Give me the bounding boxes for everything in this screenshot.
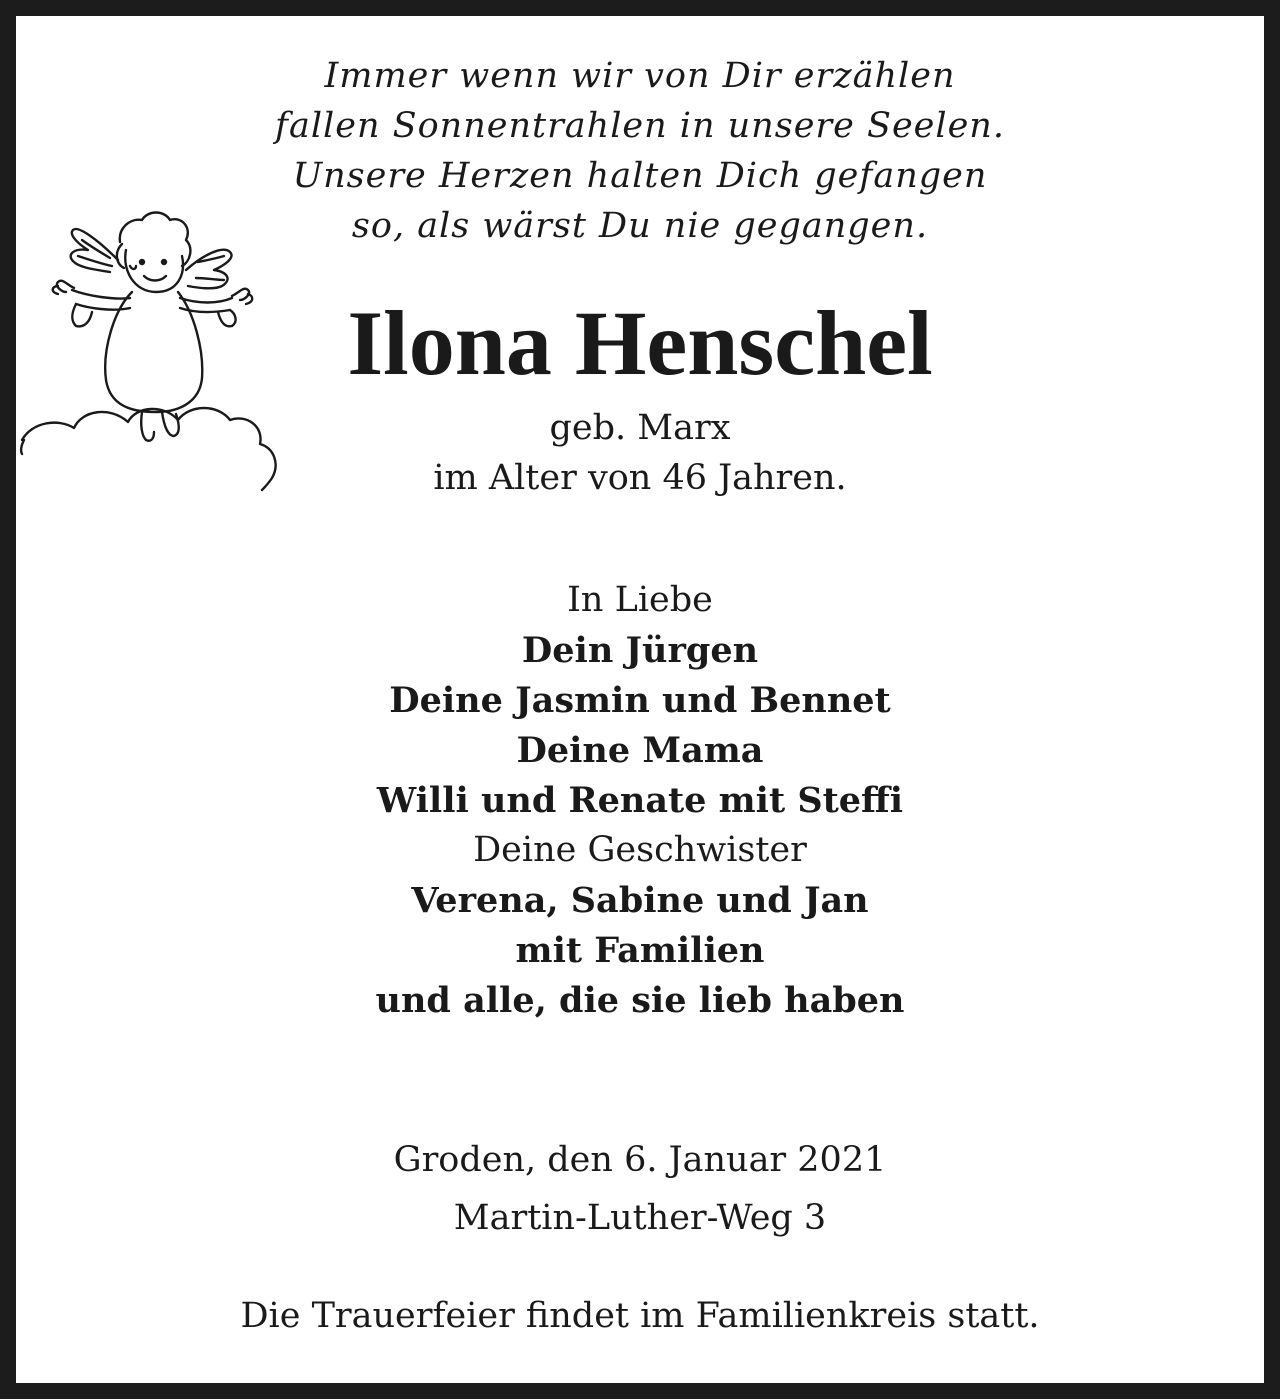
address: Martin-Luther-Weg 3 <box>453 1198 827 1238</box>
mourner-line: Dein Jürgen <box>521 630 759 671</box>
deceased-name: Ilona Henschel <box>347 292 933 394</box>
poem-line-1: Immer wenn wir von Dir erzählen <box>324 56 956 96</box>
age-line: im Alter von 46 Jahren. <box>433 458 847 498</box>
mourner-line: und alle, die sie lieb haben <box>375 980 905 1021</box>
maiden-name: geb. Marx <box>549 408 731 448</box>
mourner-line: mit Familien <box>515 930 765 971</box>
mourner-line: Verena, Sabine und Jan <box>411 880 869 921</box>
mourner-line: Willi und Renate mit Steffi <box>376 780 904 821</box>
ceremony-note: Die Trauerfeier findet im Familienkreis statt. <box>240 1296 1040 1336</box>
poem-line-4: so, als wärst Du nie gegangen. <box>351 206 929 246</box>
mourner-line: Deine Jasmin und Bennet <box>389 680 891 721</box>
mourners-intro: In Liebe <box>567 580 713 620</box>
poem-line-2: fallen Sonnentrahlen in unsere Seelen. <box>275 106 1005 146</box>
mourner-line: Deine Mama <box>516 730 764 771</box>
siblings-label: Deine Geschwister <box>473 830 807 870</box>
place-date: Groden, den 6. Januar 2021 <box>393 1140 887 1180</box>
poem-line-3: Unsere Herzen halten Dich gefangen <box>292 156 988 196</box>
